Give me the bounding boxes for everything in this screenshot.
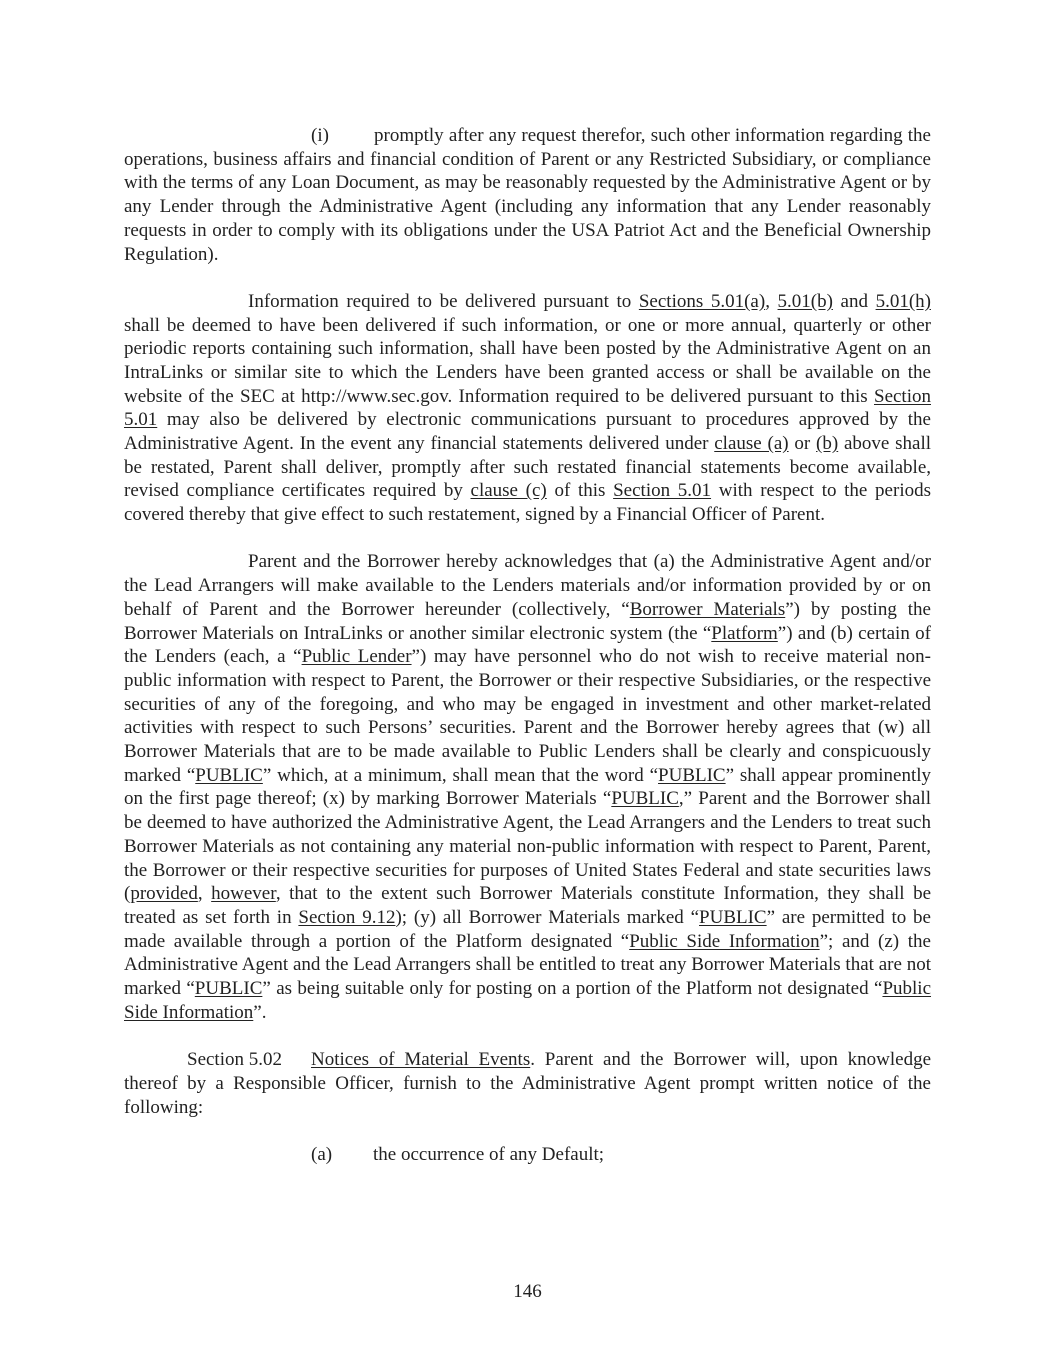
section-number: Section 5.02 xyxy=(187,1049,282,1071)
cross-reference: clause (c) xyxy=(470,480,547,502)
text-run: ”) by posting the Borrower Materials on IntraLinks or another similar electronic system (the “ xyxy=(124,598,931,644)
cross-reference: 5.01(b) xyxy=(777,290,833,312)
text-run: ”. xyxy=(253,1001,267,1023)
defined-term: Platform xyxy=(711,622,778,644)
text-run: , xyxy=(197,883,212,905)
text-run: , xyxy=(765,290,778,312)
section-5-02-paragraph xyxy=(124,1048,931,1119)
cross-reference: Sections 5.01(a) xyxy=(638,290,766,312)
information-delivery-paragraph xyxy=(124,290,931,527)
item-a-paragraph xyxy=(124,1143,931,1167)
cross-reference: Section 5.01 xyxy=(613,480,712,502)
text-run: above shall be restated, Parent shall deliver, promptly after such restated financial statements become available, revised compliance certificates required by xyxy=(124,433,932,502)
defined-term: Borrower Materials xyxy=(629,598,786,620)
defined-term: PUBLIC xyxy=(611,788,679,810)
defined-term: PUBLIC xyxy=(699,906,767,928)
section-text: . Parent and the Borrower will, upon knowledge thereof by a Responsible Officer, furnish to the Administrative Agent prompt written notice of the following: xyxy=(124,1049,931,1118)
text-run: ” shall appear prominently on the first page thereof; (x) by marking Borrower Materials “ xyxy=(124,764,931,810)
cross-reference: Section 5.01 xyxy=(124,385,931,431)
text-run: may also be delivered by electronic communications pursuant to procedures approved by the Administrative Agent. In the event any financial statements delivered under xyxy=(124,409,931,455)
defined-term: Public Side Information xyxy=(629,930,820,952)
clause-label: (i) xyxy=(311,125,329,146)
section-heading: Notices of Material Events xyxy=(311,1049,531,1071)
defined-term: Public Lender xyxy=(301,646,412,668)
text-run: ); (y) all Borrower Materials marked “ xyxy=(395,906,700,928)
text-run: , that to the extent such Borrower Materials constitute Information, they shall be treated as set forth in xyxy=(124,883,932,928)
text-run: of this xyxy=(546,480,614,502)
text-run: ”) and (b) certain of the Lenders (each, a “ xyxy=(124,622,932,668)
defined-term: however xyxy=(211,883,276,905)
clause-text: promptly after any request therefor, such other information regarding the operations, business affairs and financial condition of Parent or any Restricted Subsidiary, or compliance with the terms of any Loan Document, as may be reasonably requested by the Administrative Agent or by any Lender through the Administrative Agent (including any information that any Lender reasonably requests in order to comply with its obligations under the USA Patriot Act and the Beneficial Ownership Regulation). xyxy=(124,125,931,265)
defined-term: PUBLIC xyxy=(194,978,263,1000)
item-label: (a) xyxy=(311,1143,333,1165)
text-run: ” as being suitable only for posting on a portion of the Platform not designated “ xyxy=(262,978,883,1000)
text-run: and xyxy=(832,290,876,312)
text-run: ” which, at a minimum, shall mean that the word “ xyxy=(262,764,659,786)
text-run: or xyxy=(788,433,817,455)
text-run: with respect to the periods covered thereby that give effect to such restatement, signed by a Financial Officer of Parent. xyxy=(124,480,931,526)
cross-reference: Section 9.12 xyxy=(298,906,396,928)
text-run: Parent and the Borrower hereby acknowledges that (a) the Administrative Agent and/or the Lead Arrangers will make available to the Lenders materials and/or information provided by or on behalf of Parent and the Borrower hereunder (collectively, “ xyxy=(124,551,931,620)
text-run: ”) may have personnel who do not wish to receive material non-public information with respect to Parent, the Borrower or their respective Subsidiaries, or the respective securities of any of the foregoing, and who may be engaged in investment and other market-related activities with respect to such Persons’ securities. Parent and the Borrower hereby agrees that (w) all Borrower Materials that are to be made available to Public Lenders shall be clearly and conspicuously marked “ xyxy=(124,646,931,786)
defined-term: PUBLIC xyxy=(195,764,263,786)
borrower-materials-paragraph xyxy=(124,550,931,1024)
cross-reference: clause (a) xyxy=(714,433,789,455)
text-run: ,” Parent and the Borrower shall be deemed to have authorized the Administrative Agent, the Lead Arrangers and the Lenders to treat such Borrower Materials as not containing any material non-public information with respect to Parent, Parent, the Borrower or their respective securities for purposes of United States Federal and state securities laws ( xyxy=(124,788,931,905)
defined-term: provided xyxy=(130,883,198,905)
defined-term: Public Side Information xyxy=(124,978,932,1023)
item-text: the occurrence of any Default; xyxy=(373,1143,605,1165)
cross-reference: 5.01(h) xyxy=(875,290,931,312)
text-run: Information required to be delivered pursuant to xyxy=(248,290,639,312)
document-body xyxy=(124,124,931,1167)
page-number: 146 xyxy=(513,1281,542,1302)
cross-reference: (b) xyxy=(816,433,839,455)
defined-term: PUBLIC xyxy=(658,764,726,786)
text-run: ”; and (z) the Administrative Agent and the Lead Arrangers shall be entitled to treat any Borrower Materials that are not marked “ xyxy=(124,930,931,1000)
text-run: shall be deemed to have been delivered if such information, or one or more annual, quarterly or other periodic reports containing such information, shall have been posted by the Administrative Agent on an IntraLinks or similar site to which the Lenders have been granted access or shall be available on the website of the SEC at http://www.sec.gov. Information required to be delivered pursuant to this xyxy=(124,314,931,407)
clause-i-paragraph xyxy=(124,124,931,266)
text-run: ” are permitted to be made available through a portion of the Platform designated “ xyxy=(124,906,931,952)
